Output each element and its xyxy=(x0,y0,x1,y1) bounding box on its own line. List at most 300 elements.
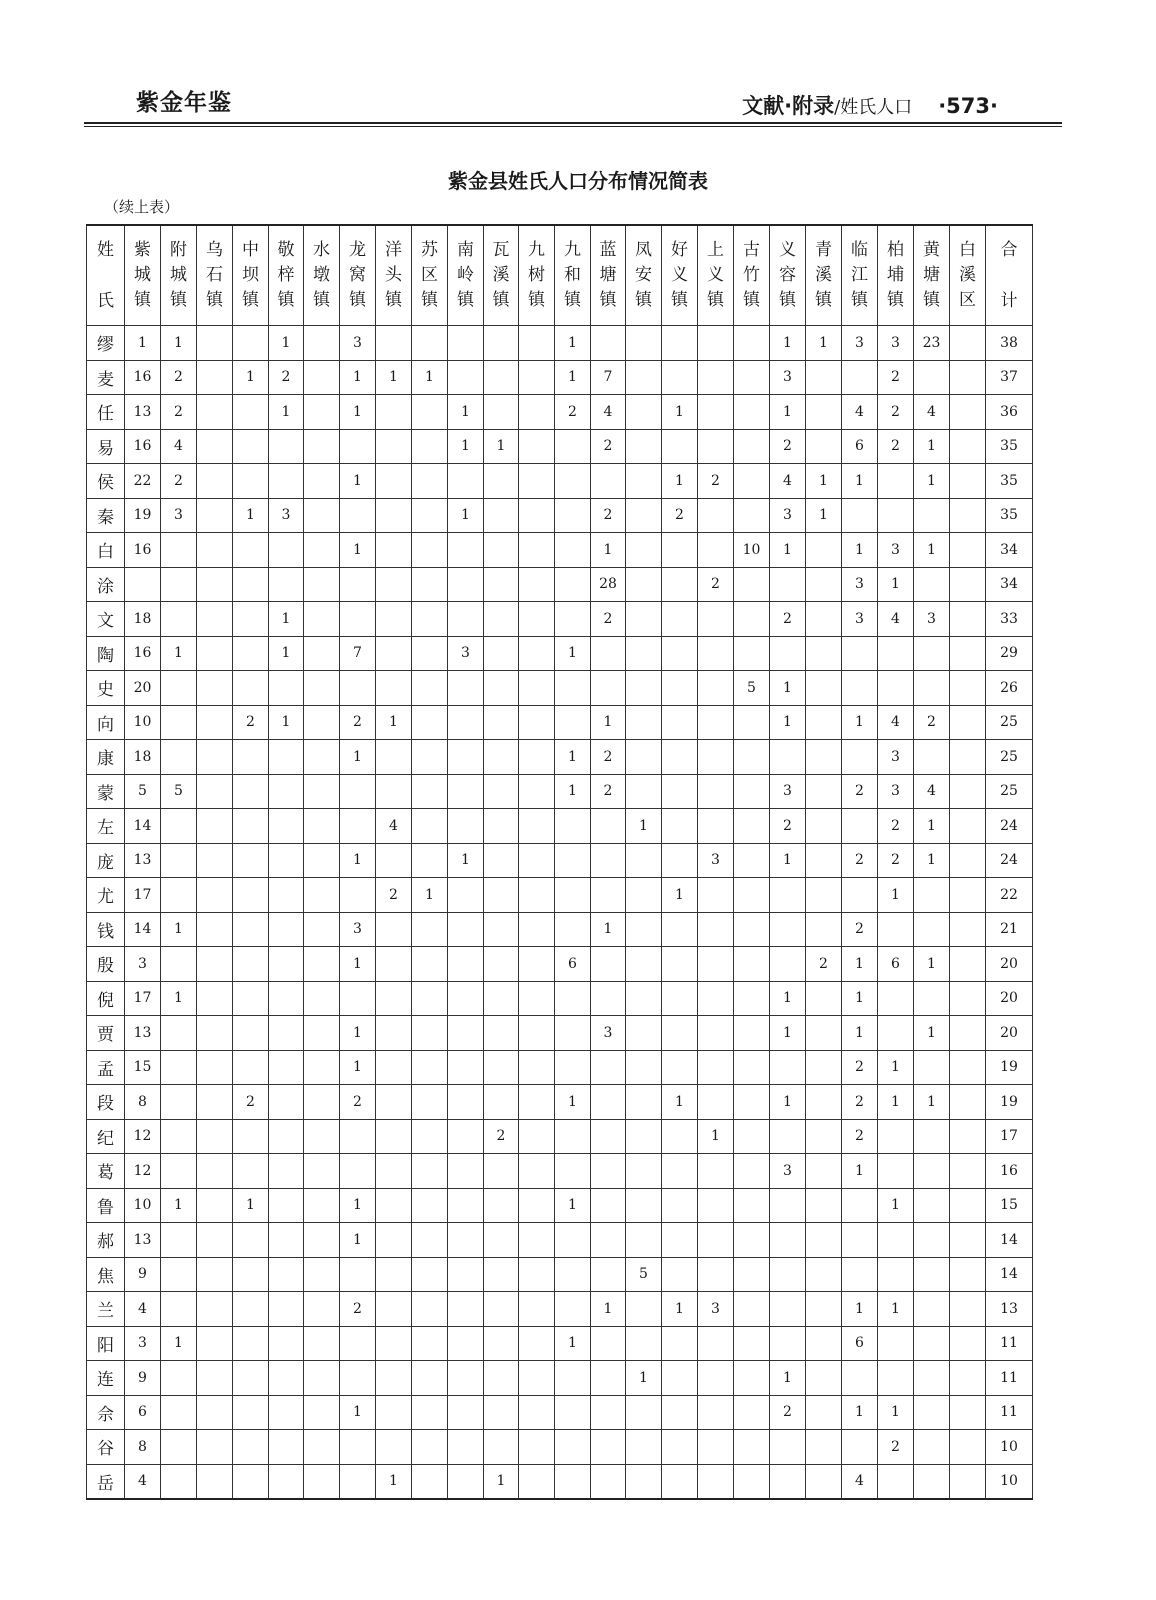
surname-cell: 连 xyxy=(87,1361,125,1396)
count-cell xyxy=(197,464,233,499)
count-cell xyxy=(412,912,448,947)
count-cell: 2 xyxy=(698,567,734,602)
surname-cell: 孟 xyxy=(87,1050,125,1085)
count-cell xyxy=(555,498,591,533)
count-cell xyxy=(662,843,698,878)
count-cell: 2 xyxy=(878,1430,914,1465)
count-cell xyxy=(770,1257,806,1292)
count-cell: 1 xyxy=(626,1361,662,1396)
town-column-header xyxy=(950,225,986,326)
count-cell xyxy=(340,671,376,706)
count-cell: 10 xyxy=(125,1188,161,1223)
header-char: 溪 xyxy=(492,265,510,285)
town-column-header xyxy=(662,225,698,326)
header-char: 白 xyxy=(959,240,976,260)
count-cell xyxy=(555,1361,591,1396)
count-cell xyxy=(161,1085,197,1120)
count-cell xyxy=(519,1119,555,1154)
total-cell: 35 xyxy=(986,498,1033,533)
table-row xyxy=(87,1395,1033,1430)
count-cell xyxy=(662,1395,698,1430)
count-cell xyxy=(233,1326,269,1361)
count-cell xyxy=(591,1464,626,1499)
count-cell xyxy=(555,981,591,1016)
count-cell xyxy=(304,567,340,602)
count-cell: 1 xyxy=(555,1326,591,1361)
count-cell: 1 xyxy=(161,326,197,361)
count-cell xyxy=(484,705,519,740)
count-cell xyxy=(197,740,233,775)
count-cell xyxy=(806,1257,842,1292)
count-cell xyxy=(233,395,269,430)
count-cell xyxy=(412,429,448,464)
count-cell xyxy=(914,636,950,671)
count-cell: 1 xyxy=(591,912,626,947)
count-cell xyxy=(304,1326,340,1361)
table-row xyxy=(87,1016,1033,1051)
count-cell xyxy=(233,567,269,602)
header-char: 江 xyxy=(851,265,868,285)
town-column-header xyxy=(376,225,412,326)
table-row xyxy=(87,1188,1033,1223)
count-cell: 1 xyxy=(770,843,806,878)
count-cell xyxy=(304,1085,340,1120)
town-column-header xyxy=(914,225,950,326)
count-cell: 2 xyxy=(698,464,734,499)
count-cell xyxy=(376,1223,412,1258)
count-cell xyxy=(233,981,269,1016)
header-char: 凤 xyxy=(635,240,652,260)
count-cell xyxy=(233,1223,269,1258)
count-cell xyxy=(950,809,986,844)
count-cell xyxy=(878,671,914,706)
count-cell xyxy=(197,567,233,602)
count-cell xyxy=(626,429,662,464)
count-cell xyxy=(304,1119,340,1154)
count-cell xyxy=(591,809,626,844)
count-cell: 1 xyxy=(914,947,950,982)
count-cell xyxy=(698,1257,734,1292)
count-cell xyxy=(519,981,555,1016)
count-cell xyxy=(734,705,770,740)
count-cell xyxy=(662,1464,698,1499)
count-cell xyxy=(626,671,662,706)
count-cell: 1 xyxy=(770,533,806,568)
count-cell: 1 xyxy=(555,360,591,395)
table-row xyxy=(87,705,1033,740)
count-cell xyxy=(698,1395,734,1430)
count-cell: 1 xyxy=(340,1395,376,1430)
count-cell: 1 xyxy=(842,1292,878,1327)
count-cell: 1 xyxy=(842,533,878,568)
count-cell: 1 xyxy=(269,602,304,637)
count-cell: 1 xyxy=(269,326,304,361)
header-char: 头 xyxy=(385,265,402,285)
header-char: 义 xyxy=(671,265,688,285)
count-cell xyxy=(662,981,698,1016)
header-char: 九 xyxy=(528,240,545,260)
count-cell xyxy=(269,947,304,982)
count-cell: 2 xyxy=(555,395,591,430)
count-cell xyxy=(950,740,986,775)
count-cell xyxy=(448,360,484,395)
table-row xyxy=(87,395,1033,430)
count-cell xyxy=(770,740,806,775)
count-cell xyxy=(806,533,842,568)
count-cell xyxy=(233,602,269,637)
surname-cell: 焦 xyxy=(87,1257,125,1292)
count-cell: 3 xyxy=(340,912,376,947)
count-cell: 3 xyxy=(269,498,304,533)
count-cell xyxy=(484,878,519,913)
count-cell: 2 xyxy=(842,1085,878,1120)
total-cell: 35 xyxy=(986,464,1033,499)
header-char: 城 xyxy=(170,265,187,285)
count-cell: 1 xyxy=(878,567,914,602)
count-cell xyxy=(304,878,340,913)
count-cell xyxy=(197,981,233,1016)
count-cell: 1 xyxy=(878,1085,914,1120)
count-cell xyxy=(842,1223,878,1258)
count-cell xyxy=(519,395,555,430)
total-cell: 35 xyxy=(986,429,1033,464)
count-cell xyxy=(412,809,448,844)
surname-cell: 白 xyxy=(87,533,125,568)
count-cell xyxy=(412,671,448,706)
count-cell xyxy=(950,533,986,568)
header-char: 计 xyxy=(1000,290,1018,311)
count-cell: 1 xyxy=(161,1326,197,1361)
surname-population-table xyxy=(86,224,1033,1500)
count-cell: 14 xyxy=(125,809,161,844)
count-cell: 2 xyxy=(591,498,626,533)
count-cell xyxy=(842,360,878,395)
count-cell xyxy=(878,1257,914,1292)
count-cell: 1 xyxy=(340,1223,376,1258)
table-row xyxy=(87,912,1033,947)
count-cell xyxy=(698,705,734,740)
count-cell xyxy=(448,1361,484,1396)
total-cell: 19 xyxy=(986,1085,1033,1120)
count-cell xyxy=(197,1050,233,1085)
count-cell xyxy=(591,1326,626,1361)
count-cell xyxy=(914,671,950,706)
count-cell: 1 xyxy=(914,809,950,844)
count-cell xyxy=(734,981,770,1016)
header-char: 水 xyxy=(313,240,330,260)
count-cell: 1 xyxy=(662,1085,698,1120)
count-cell xyxy=(662,671,698,706)
count-cell xyxy=(626,1154,662,1189)
count-cell xyxy=(484,360,519,395)
count-cell: 3 xyxy=(878,740,914,775)
total-cell: 24 xyxy=(986,843,1033,878)
count-cell xyxy=(806,395,842,430)
count-cell xyxy=(519,1050,555,1085)
count-cell xyxy=(555,533,591,568)
count-cell: 3 xyxy=(842,602,878,637)
count-cell: 5 xyxy=(161,774,197,809)
table-row xyxy=(87,567,1033,602)
count-cell: 4 xyxy=(376,809,412,844)
count-cell xyxy=(412,1292,448,1327)
count-cell: 1 xyxy=(770,395,806,430)
surname-cell: 康 xyxy=(87,740,125,775)
header-char: 窝 xyxy=(349,265,366,285)
count-cell xyxy=(734,878,770,913)
count-cell: 1 xyxy=(806,498,842,533)
count-cell xyxy=(842,740,878,775)
count-cell xyxy=(914,1292,950,1327)
count-cell xyxy=(197,395,233,430)
header-char: 洋 xyxy=(385,240,402,260)
table-row xyxy=(87,360,1033,395)
count-cell xyxy=(484,809,519,844)
count-cell xyxy=(304,533,340,568)
count-cell xyxy=(161,1292,197,1327)
count-cell: 1 xyxy=(269,395,304,430)
count-cell xyxy=(304,1223,340,1258)
count-cell xyxy=(448,1292,484,1327)
count-cell xyxy=(914,1326,950,1361)
count-cell xyxy=(340,567,376,602)
count-cell xyxy=(197,1223,233,1258)
count-cell xyxy=(591,1085,626,1120)
count-cell: 17 xyxy=(125,981,161,1016)
count-cell: 1 xyxy=(161,912,197,947)
count-cell xyxy=(698,740,734,775)
count-cell xyxy=(914,1361,950,1396)
count-cell xyxy=(734,912,770,947)
count-cell xyxy=(770,912,806,947)
page-number: ·573· xyxy=(938,94,998,118)
count-cell xyxy=(734,1223,770,1258)
count-cell xyxy=(950,567,986,602)
count-cell xyxy=(519,1326,555,1361)
total-cell: 17 xyxy=(986,1119,1033,1154)
count-cell xyxy=(412,981,448,1016)
count-cell xyxy=(626,1395,662,1430)
count-cell xyxy=(340,809,376,844)
count-cell xyxy=(591,1257,626,1292)
count-cell xyxy=(914,1188,950,1223)
count-cell xyxy=(448,1223,484,1258)
header-row xyxy=(87,225,1033,326)
count-cell xyxy=(233,1119,269,1154)
total-cell: 37 xyxy=(986,360,1033,395)
count-cell xyxy=(376,602,412,637)
count-cell xyxy=(662,912,698,947)
count-cell xyxy=(161,1395,197,1430)
count-cell xyxy=(412,843,448,878)
count-cell xyxy=(412,1119,448,1154)
count-cell xyxy=(197,671,233,706)
count-cell xyxy=(304,1016,340,1051)
count-cell xyxy=(412,1016,448,1051)
count-cell: 2 xyxy=(878,395,914,430)
header-char: 溪 xyxy=(815,265,832,285)
count-cell xyxy=(914,567,950,602)
count-cell xyxy=(269,1016,304,1051)
count-cell xyxy=(806,912,842,947)
count-cell xyxy=(914,878,950,913)
count-cell xyxy=(662,1119,698,1154)
count-cell xyxy=(304,1464,340,1499)
header-char: 坝 xyxy=(242,265,259,285)
count-cell xyxy=(734,1085,770,1120)
count-cell: 2 xyxy=(662,498,698,533)
town-column-header xyxy=(626,225,662,326)
count-cell xyxy=(161,1430,197,1465)
count-cell xyxy=(662,636,698,671)
count-cell xyxy=(304,326,340,361)
count-cell xyxy=(376,429,412,464)
count-cell xyxy=(197,1016,233,1051)
count-cell xyxy=(842,809,878,844)
surname-cell: 贾 xyxy=(87,1016,125,1051)
count-cell: 1 xyxy=(125,326,161,361)
count-cell xyxy=(376,498,412,533)
count-cell xyxy=(519,1464,555,1499)
count-cell xyxy=(878,636,914,671)
count-cell xyxy=(269,1119,304,1154)
header-char: 容 xyxy=(779,265,796,285)
count-cell xyxy=(698,1361,734,1396)
count-cell xyxy=(734,567,770,602)
count-cell xyxy=(519,705,555,740)
count-cell xyxy=(950,498,986,533)
header-char: 龙 xyxy=(349,240,366,260)
header-char: 蓝 xyxy=(599,240,617,260)
total-cell: 16 xyxy=(986,1154,1033,1189)
table-row xyxy=(87,947,1033,982)
count-cell xyxy=(484,395,519,430)
count-cell: 2 xyxy=(269,360,304,395)
total-cell: 20 xyxy=(986,947,1033,982)
count-cell xyxy=(555,1257,591,1292)
count-cell xyxy=(412,1085,448,1120)
count-cell xyxy=(734,498,770,533)
surname-cell: 岳 xyxy=(87,1464,125,1499)
count-cell: 3 xyxy=(161,498,197,533)
table-row xyxy=(87,1464,1033,1499)
count-cell: 10 xyxy=(734,533,770,568)
header-rule xyxy=(84,122,1062,124)
count-cell: 2 xyxy=(806,947,842,982)
count-cell: 2 xyxy=(161,464,197,499)
count-cell xyxy=(591,326,626,361)
count-cell xyxy=(878,1361,914,1396)
count-cell xyxy=(555,1050,591,1085)
count-cell xyxy=(376,1395,412,1430)
count-cell xyxy=(448,1154,484,1189)
count-cell xyxy=(484,1188,519,1223)
count-cell: 1 xyxy=(340,1188,376,1223)
count-cell: 1 xyxy=(161,1188,197,1223)
count-cell xyxy=(806,1430,842,1465)
count-cell xyxy=(519,326,555,361)
count-cell xyxy=(269,1326,304,1361)
count-cell xyxy=(376,567,412,602)
count-cell xyxy=(304,602,340,637)
count-cell xyxy=(412,1361,448,1396)
count-cell xyxy=(698,498,734,533)
total-cell: 14 xyxy=(986,1257,1033,1292)
count-cell xyxy=(662,774,698,809)
count-cell: 16 xyxy=(125,533,161,568)
count-cell xyxy=(698,912,734,947)
count-cell: 2 xyxy=(770,1395,806,1430)
total-cell: 20 xyxy=(986,1016,1033,1051)
header-char: 柏 xyxy=(887,240,904,260)
count-cell xyxy=(734,1257,770,1292)
count-cell: 5 xyxy=(125,774,161,809)
count-cell xyxy=(233,429,269,464)
count-cell: 17 xyxy=(125,878,161,913)
count-cell xyxy=(269,464,304,499)
total-cell: 25 xyxy=(986,774,1033,809)
count-cell: 2 xyxy=(770,809,806,844)
count-cell: 1 xyxy=(591,533,626,568)
count-cell: 1 xyxy=(914,1016,950,1051)
count-cell xyxy=(269,843,304,878)
count-cell xyxy=(734,1395,770,1430)
count-cell: 1 xyxy=(376,360,412,395)
header-char: 好 xyxy=(671,240,688,260)
count-cell xyxy=(161,1223,197,1258)
count-cell xyxy=(269,1361,304,1396)
count-cell xyxy=(197,912,233,947)
count-cell xyxy=(626,567,662,602)
count-cell xyxy=(626,326,662,361)
header-char: 敬 xyxy=(277,240,295,260)
count-cell xyxy=(555,602,591,637)
total-cell: 22 xyxy=(986,878,1033,913)
count-cell xyxy=(376,1016,412,1051)
count-cell xyxy=(376,1430,412,1465)
count-cell xyxy=(842,1430,878,1465)
count-cell xyxy=(734,360,770,395)
header-char: 镇 xyxy=(421,290,438,310)
table-row xyxy=(87,809,1033,844)
count-cell xyxy=(161,809,197,844)
count-cell xyxy=(950,1326,986,1361)
surname-cell: 殷 xyxy=(87,947,125,982)
count-cell: 1 xyxy=(878,1292,914,1327)
count-cell xyxy=(914,1223,950,1258)
count-cell xyxy=(484,981,519,1016)
count-cell xyxy=(269,429,304,464)
count-cell xyxy=(269,774,304,809)
surname-cell: 阳 xyxy=(87,1326,125,1361)
count-cell: 6 xyxy=(842,1326,878,1361)
surname-column-header xyxy=(87,225,125,326)
count-cell: 7 xyxy=(340,636,376,671)
count-cell: 28 xyxy=(591,567,626,602)
count-cell xyxy=(484,326,519,361)
count-cell xyxy=(484,636,519,671)
town-column-header xyxy=(555,225,591,326)
count-cell xyxy=(914,1257,950,1292)
count-cell xyxy=(914,981,950,1016)
count-cell xyxy=(161,740,197,775)
count-cell xyxy=(770,1119,806,1154)
count-cell: 3 xyxy=(770,360,806,395)
count-cell xyxy=(376,671,412,706)
count-cell: 3 xyxy=(842,326,878,361)
count-cell: 2 xyxy=(842,912,878,947)
count-cell xyxy=(555,1292,591,1327)
